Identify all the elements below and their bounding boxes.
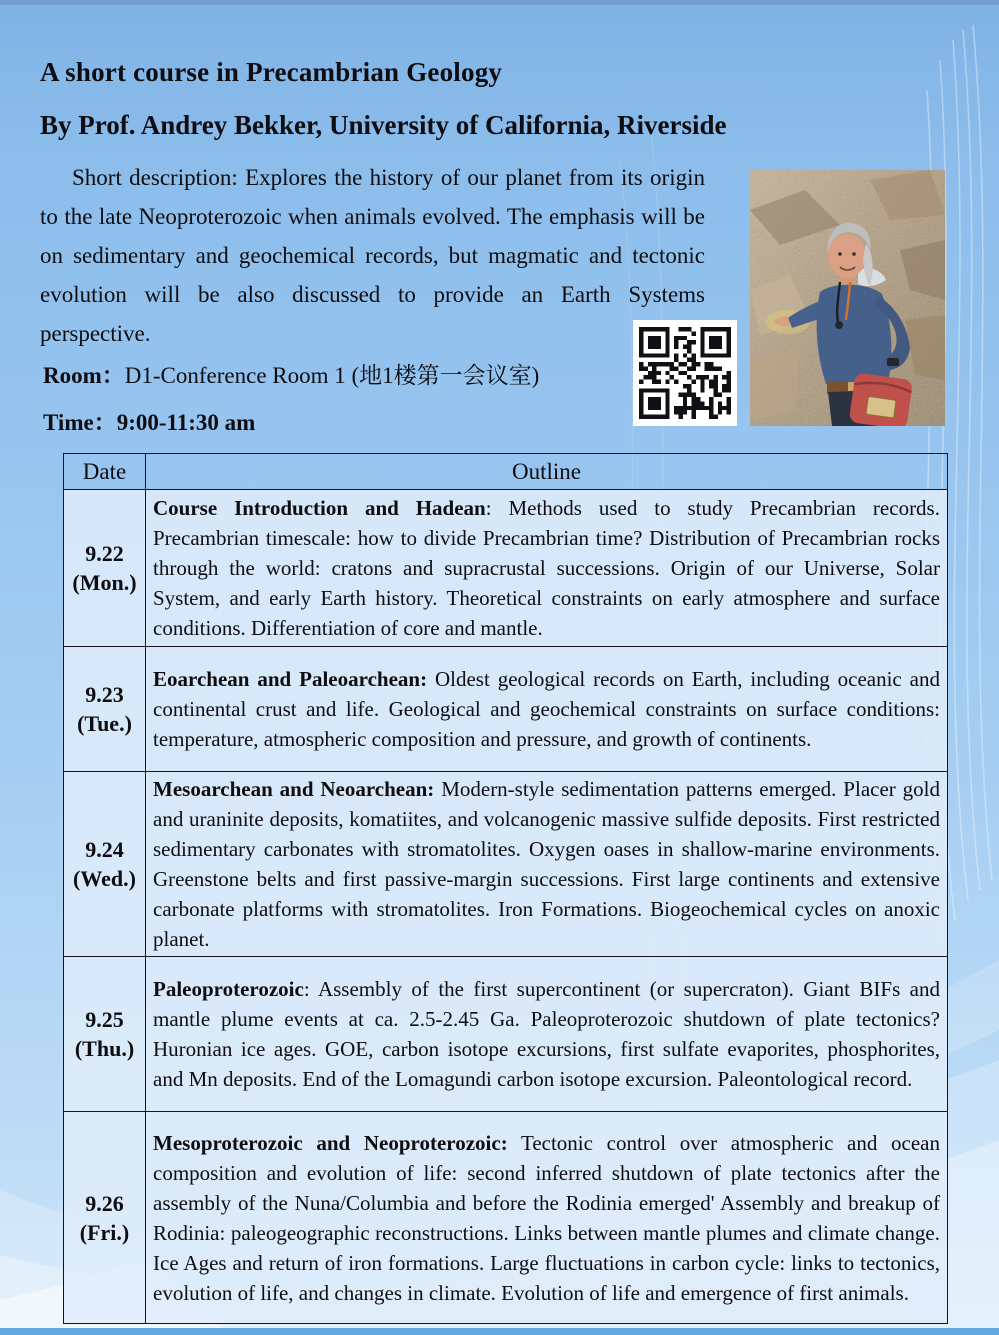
professor-field-photo	[750, 170, 945, 426]
outline-cell	[146, 647, 948, 772]
date-value: 9.22	[85, 541, 124, 566]
schedule-header-row	[64, 454, 948, 490]
day-value: (Wed.)	[73, 866, 136, 891]
bottom-edge-strip	[0, 1328, 999, 1335]
top-edge-strip	[0, 0, 999, 5]
topic-label: Eoarchean and Paleoarchean:	[153, 667, 428, 691]
topic-details: : Methods used to study Precambrian records. Precambrian timescale: how to divide Precambrian time? Distribution of Precambrian rocks through the world: cratons and supracrustal successions. Origin of our Universe, Solar System, and early Earth history. Theoretical constraints on early atmosphere and surface conditions. Differentiation of core and mantle.	[153, 496, 940, 640]
byline: By Prof. Andrey Bekker, University of California, Riverside	[40, 110, 727, 140]
room-value: D1-Conference Room 1 (地1楼第一会议室)	[124, 363, 540, 388]
table-row	[64, 490, 948, 647]
table-row	[64, 957, 948, 1112]
date-cell	[64, 490, 146, 647]
day-value: (Fri.)	[79, 1219, 130, 1245]
date-value: 9.25	[85, 1007, 124, 1032]
time-value: 9:00-11:30 am	[116, 410, 256, 435]
table-row	[64, 1112, 948, 1324]
column-header-date: Date	[64, 454, 146, 490]
time-label: Time：	[43, 410, 117, 435]
topic-label: Course Introduction and Hadean	[153, 496, 486, 520]
table-row	[64, 647, 948, 772]
course-description: Short description: Explores the history of our planet from its origin to the late Neoproterozoic when animals evolved. The emphasis will be on sedimentary and geochemical records, but magmatic and tectonic evolution will be also discussed to provide an Earth Systems perspective.	[40, 165, 705, 346]
topic-details: Modern-style sedimentation patterns emerged. Placer gold and uraninite deposits, komatiites, and volcanogenic massive sulfide deposits. First restricted sedimentary carbonates with stromatolites. Oxygen oases in shallow-marine environments. Greenstone belts and first passive-margin successions. First large continents and extensive carbonate platforms with stromatolites. Iron Formations. Biogeochemical cycles on anoxic planet.	[153, 777, 940, 951]
outline-cell	[146, 490, 948, 647]
day-value: (Thu.)	[74, 1036, 135, 1061]
date-value: 9.23	[85, 682, 124, 707]
room-label: Room：	[43, 363, 125, 388]
date-value: 9.26	[85, 1190, 124, 1216]
date-cell	[64, 772, 146, 957]
topic-details: : Assembly of the first supercontinent (or supercraton). Giant BIFs and mantle plume events at ca. 2.5-2.45 Ga. Paleoproterozoic shutdown of plate tectonics? Huronian ice ages. GOE, carbon isotope excursions, first sulfate evaporites, phosphorites, and Mn deposits. End of the Lomagundi carbon isotope excursion. Paleontological record.	[153, 977, 940, 1091]
column-header-outline: Outline	[146, 454, 948, 490]
room-line	[43, 357, 539, 390]
outline-cell	[146, 772, 948, 957]
qr-code-icon	[633, 320, 737, 426]
schedule-table	[63, 453, 948, 1324]
date-value: 9.24	[85, 837, 124, 862]
topic-details: Oldest geological records on Earth, including oceanic and continental crust and life. Geological and geochemical constraints on surface conditions: temperature, atmospheric composition and pressure, and growth of continents.	[153, 667, 940, 751]
date-cell	[64, 647, 146, 772]
day-value: (Mon.)	[72, 570, 137, 595]
outline-cell	[146, 1112, 948, 1324]
table-row	[64, 772, 948, 957]
topic-label: Paleoproterozoic	[153, 977, 304, 1001]
page-title: A short course in Precambrian Geology	[40, 57, 503, 87]
topic-label: Mesoarchean and Neoarchean:	[153, 777, 435, 801]
topic-details: Tectonic control over atmospheric and ocean composition and evolution of life: second inferred shutdown of plate tectonics after the assembly of the Nuna/Columbia and before the Rodinia emerged' Assembly and breakup of Rodinia: paleogeographic reconstructions. Links between mantle plumes and climate change. Ice Ages and return of iron formations. Large fluctuations in carbon cycle: links to tectonics, evolution of life, and changes in climate. Evolution of life and emergence of first animals.	[153, 1130, 940, 1305]
time-line	[43, 404, 255, 437]
topic-label: Mesoproterozoic and Neoproterozoic:	[153, 1130, 508, 1155]
date-cell	[64, 957, 146, 1112]
date-cell	[64, 1112, 146, 1324]
outline-cell	[146, 957, 948, 1112]
day-value: (Tue.)	[77, 711, 132, 736]
